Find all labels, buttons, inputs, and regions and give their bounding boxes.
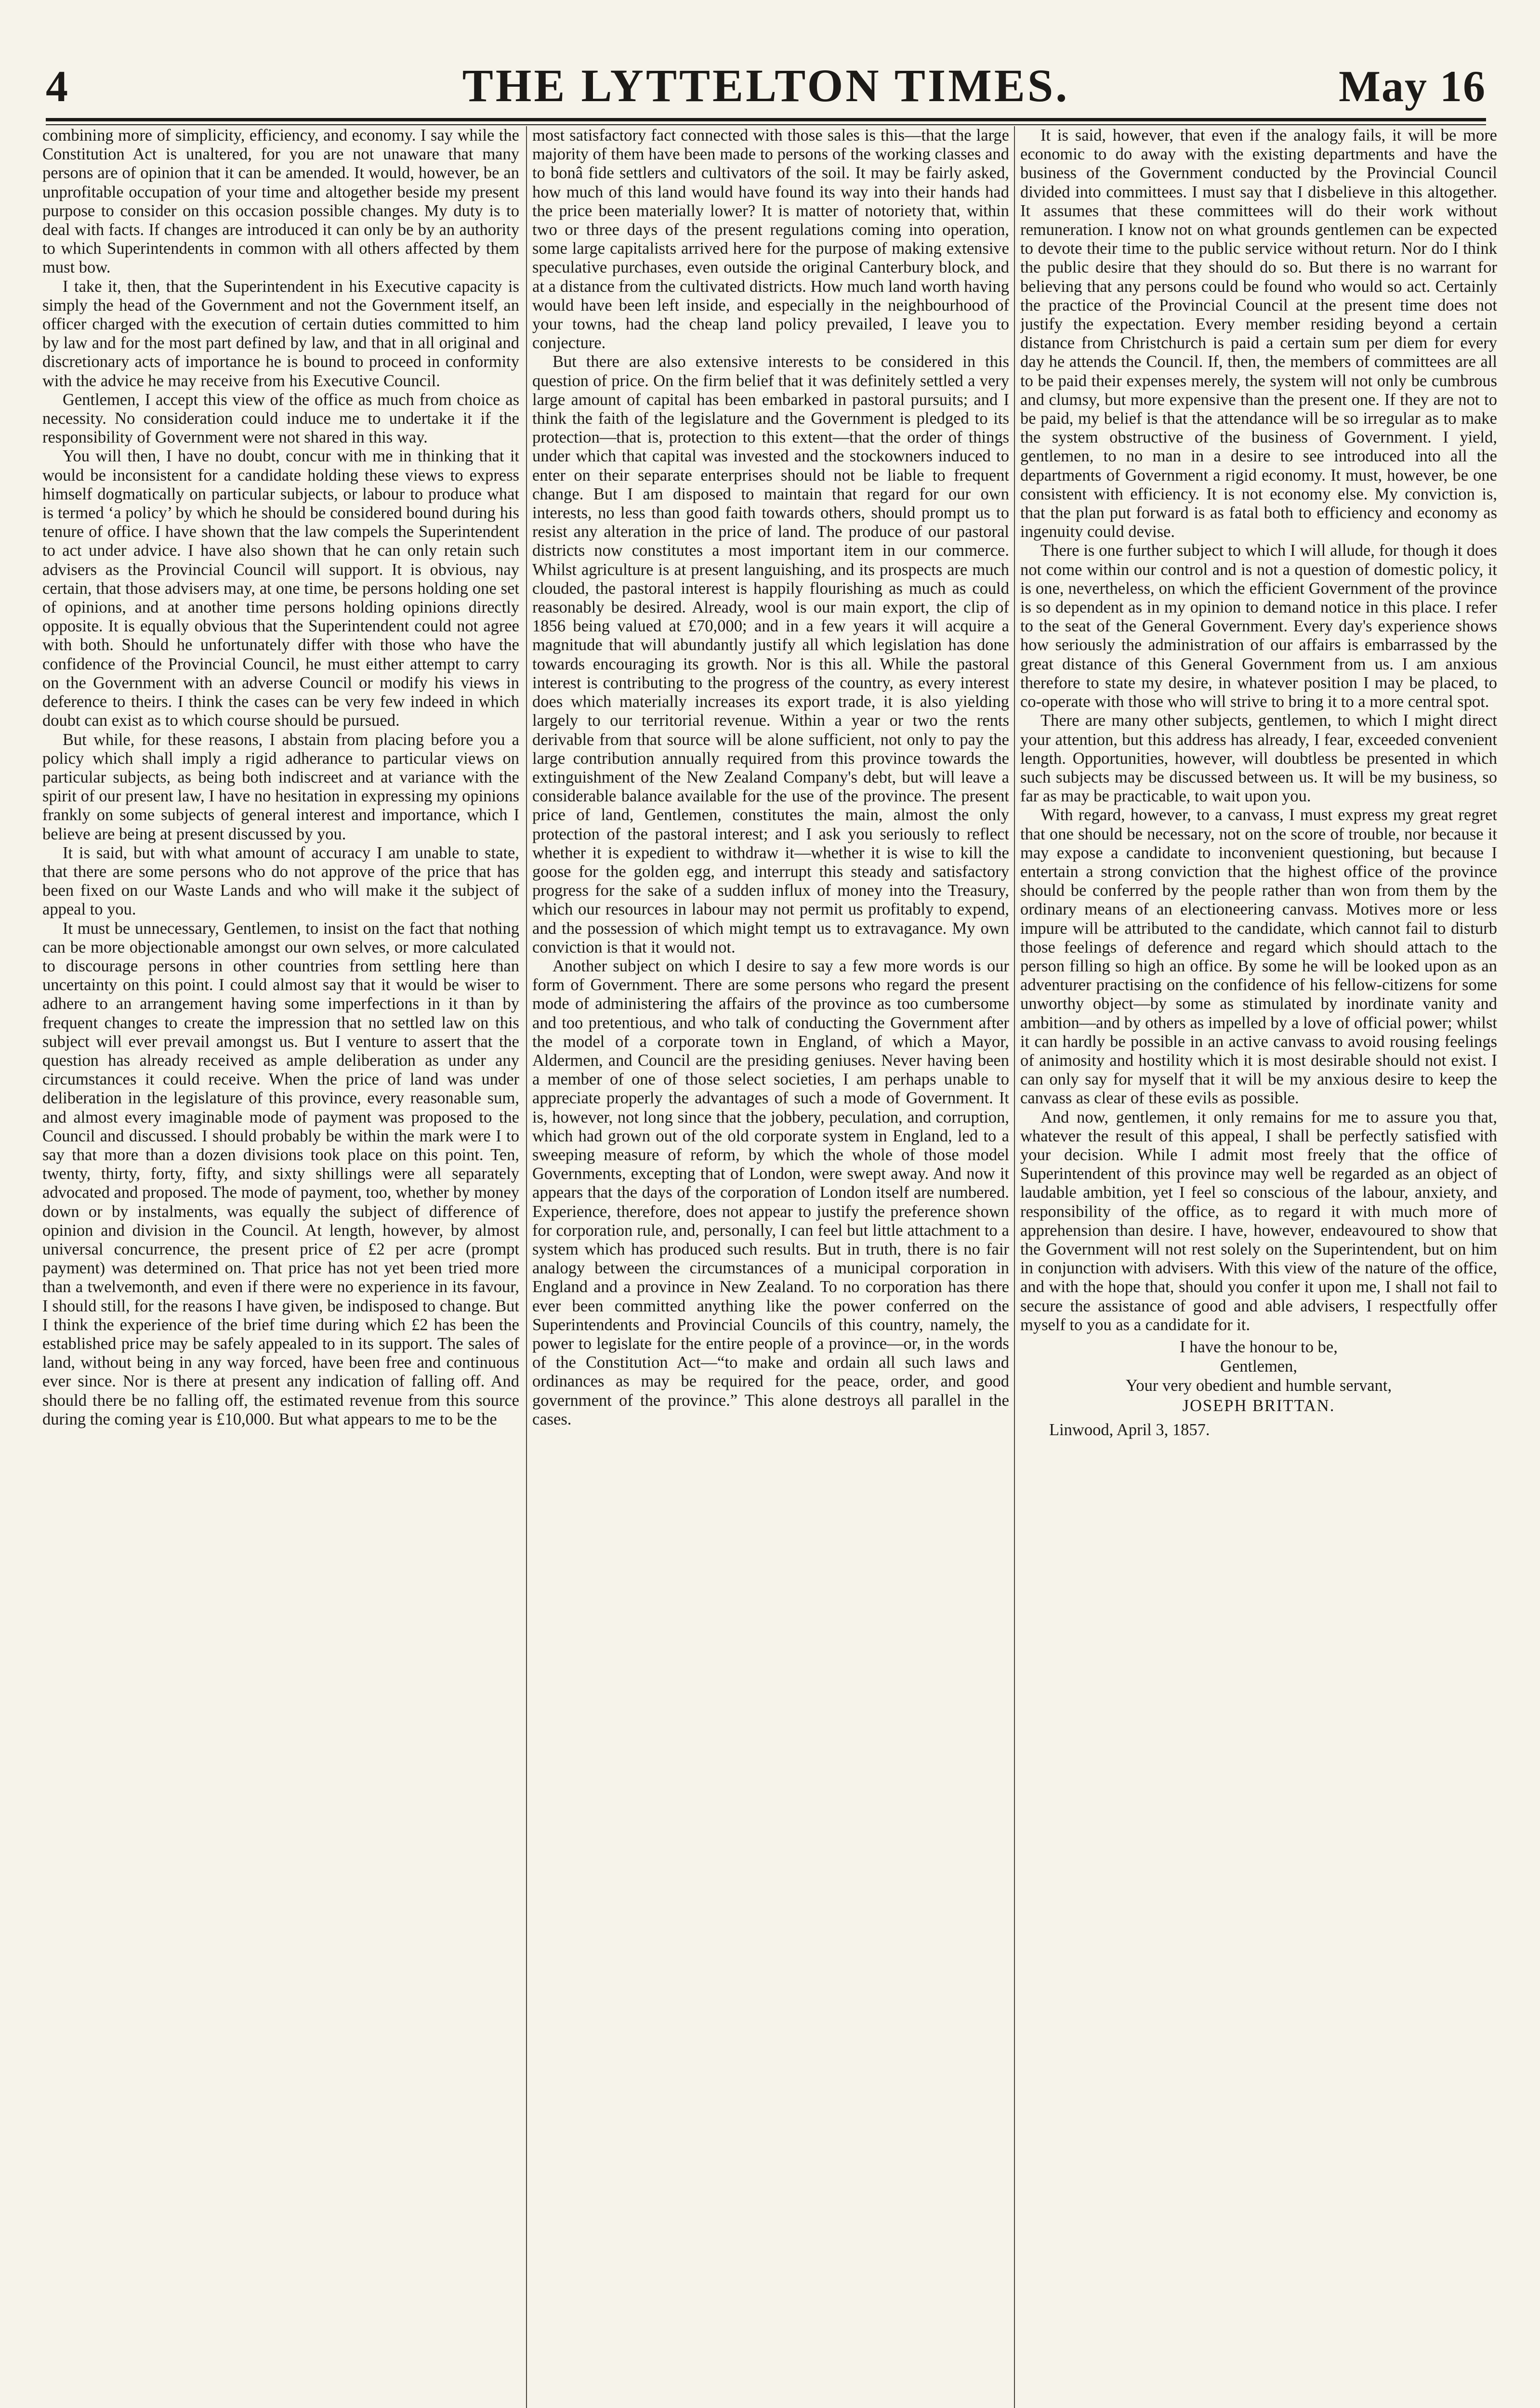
paragraph: And now, gentlemen, it only remains for me to assure you that, whatever the result of this appeal, I shall be perfectly satisfied with your decision. While I admit most freely that the office of Superintendent of this province may well be regarded as an object of laudable ambition, yet I feel so conscious of the labour, anxiety, and responsibility of the office, as to regard it with much more of apprehension than desire. I have, however, endeavoured to show that the Government will not rest solely on the Superintendent, but on him in conjunction with advisers. With this view of the nature of the office, and with the hope that, should you confer it upon me, I shall not fail to secure the assistance of good and able advisers, I respectfully offer myself to you as a candidate for it. — [1020, 1108, 1497, 1334]
masthead-rule — [46, 118, 1486, 121]
servant-line: Your very obedient and humble servant, — [1125, 1376, 1392, 1395]
paragraph: But while, for these reasons, I abstain from placing before you a policy which shall imply a rigid adherance to particular views on particular subjects, as being both indiscreet and at variance with the spirit of our present law, I have no hesitation in expressing my opinions frankly on some subjects of general interest and importance, which I believe are being at present discussed by you. — [42, 730, 519, 843]
issue-date: May 16 — [1339, 62, 1486, 111]
signature: JOSEPH BRITTAN. — [1182, 1397, 1335, 1415]
masthead-rule-thin — [46, 124, 1486, 125]
paragraph: There is one further subject to which I will allude, for though it does not come within our control and is not a question of domestic policy, it is one, nevertheless, on which the efficient Government of the province is so dependent as in my opinion to demand notice in this place. I refer to the seat of the General Government. Every day's experience shows how seriously the administration of our affairs is embarrassed by the great distance of this General Government from us. I am anxious therefore to state my desire, in whatever position I may be placed, to co-operate with those who will strive to bring it to a more central spot. — [1020, 541, 1497, 711]
salutation: Gentlemen, — [1220, 1357, 1297, 1375]
paragraph: I take it, then, that the Superintendent in his Executive capacity is simply the head of the Government and not the Government itself, an officer charged with the execution of certain duties committed to him by law and for the most part defined by law, and that in all original and discretionary acts of importance he is bound to proceed in conformity with the advice he may receive from his Executive Council. — [42, 277, 519, 390]
paragraph: It must be unnecessary, Gentlemen, to insist on the fact that nothing can be more objectionable amongst our own selves, or more calculated to discourage persons in other countries from settling here than uncertainty on this point. I could almost say that it would be wiser to adhere to an arrangement having some imperfections in it than by frequent changes to create the impression that no settled law on this subject will ever prevail amongst us. But I venture to assert that the question has already received as ample deliberation as under any circumstances it could receive. When the price of land was under deliberation in the legislature of this province, every reasonable sum, and almost every imaginable mode of payment was proposed to the Council and discussed. I should probably be within the mark were I to say that more than a dozen divisions took place on this point. Ten, twenty, thirty, forty, fifty, and sixty shillings were all separately advocated and proposed. The mode of payment, too, whether by money down or by instalments, was equally the subject of difference of opinion and division in the Council. At length, however, by almost universal concurrence, the present price of £2 per acre (prompt payment) was determined on. That price has not yet been tried more than a twelvemonth, and even if there were no experience in its favour, I should still, for the reasons I have given, be indisposed to change. But I think the experience of the brief time during which £2 has been the established price may be safely appealed to in its support. The sales of land, without being in any way forced, have been free and continuous ever since. Nor is there at present any indication of falling off. And should there be no falling off, the estimated revenue from this source during the coming year is £10,000. But what appears to me to be the — [42, 919, 519, 1428]
letter-sign-off — [1020, 1337, 1497, 1440]
paragraph: It is said, however, that even if the analogy fails, it will be more economic to do away with the existing departments and have the business of the Government conducted by the Provincial Council divided into committees. I must say that I disbelieve in this altogether. It assumes that these committees will do their work without remuneration. I know not on what grounds gentlemen can be expected to devote their time to the public service without return. Nor do I think the public desire that they should do so. But there is no warrant for believing that any persons could be found who would so act. Certainly the practice of the Provincial Council at the present time does not justify the expectation. Every member residing beyond a certain distance from Christchurch is paid a certain sum per diem for every day he attends the Council. If, then, the members of committees are all to be paid their expenses merely, the system will not only be cumbrous and clumsy, but more expensive than the present one. If they are not to be paid, my belief is that the attendance will be so irregular as to make the system obstructive of the business of Government. I yield, gentlemen, to no man in a desire to see introduced into all the departments of Government a rigid economy. It must, however, be one consistent with efficiency. It is not economy else. My conviction is, that the plan put forward is as fatal both to efficiency and economy as ingenuity could devise. — [1020, 126, 1497, 541]
paragraph: But there are also extensive interests to be considered in this question of price. On the firm belief that it was definitely settled a very large amount of capital has been embarked in pastoral pursuits; and I think the faith of the legislature and the Government is pledged to its protection—that is, protection to this extent—that the order of things under which that capital was invested and the stockowners induced to enter on their separate enterprises should not be liable to frequent change. But I am disposed to maintain that regard for our own interests, no less than good faith towards others, should prompt us to resist any alteration in the price of land. The produce of our pastoral districts now constitutes a most important item in our commerce. Whilst agriculture is at present languishing, and its prospects are much clouded, the pastoral interest is happily flourishing as much as could reasonably be desired. Already, wool is our main export, the clip of 1856 being valued at £70,000; and in a few years it will acquire a magnitude that will abundantly justify all which legislation has done towards encouraging its growth. Nor is this all. While the pastoral interest is contributing to the progress of the country, as every interest does which materially increases its export trade, it is also yielding largely to our territorial revenue. Within a year or two the rents derivable from that source will be alone sufficient, not only to pay the large contribution annually required from this province towards the extinguishment of the New Zealand Company's debt, but will leave a considerable balance available for the use of the province. The present price of land, Gentlemen, constitutes the main, almost the only protection of the pastoral interest; and I ask you seriously to reflect whether it is expedient to withdraw it—whether it is wise to kill the goose for the golden egg, and interrupt this steady and satisfactory progress for the sake of a sudden influx of money into the Treasury, which our resources in labour may not permit us profitably to expend, and the possession of which might tempt us to extravagance. My own conviction is that it would not. — [532, 353, 1009, 956]
paragraph: There are many other subjects, gentlemen, to which I might direct your attention, but this address has already, I fear, exceeded convenient length. Opportunities, however, will doubtless be presented in which such subjects may be discussed between us. It will be my business, so far as may be practicable, to wait upon you. — [1020, 711, 1497, 806]
column-1 — [42, 126, 519, 2408]
paragraph: most satisfactory fact connected with those sales is this—that the large majority of them have been made to persons of the working classes and to bonâ fide settlers and cultivators of the soil. It may be fairly asked, how much of this land would have found its way into their hands had the price been materially lower? It is matter of notoriety that, within two or three days of the present regulations coming into operation, some large capitalists arrived here for the purpose of making extensive speculative purchases, even outside the original Canterbury block, and at a distance from the cultivated districts. How much land worth having would have been left inside, and especially in the neighbourhood of your towns, had the cheap land policy prevailed, I leave you to conjecture. — [532, 126, 1009, 353]
masthead — [46, 57, 1486, 119]
column-3 — [1020, 126, 1497, 2408]
paragraph: You will then, I have no doubt, concur with me in thinking that it would be inconsistent for a candidate holding these views to express himself dogmatically on particular subjects, or labour to produce what is termed ‘a policy’ by which he should be considered bound during his tenure of office. I have shown that the law compels the Superintendent to act under advice. I have also shown that he can only retain such advisers as the Provincial Council will support. It is obvious, nay certain, that those advisers may, at one time, be persons holding one set of opinions, and at another time persons holding opinions directly opposite. It is equally obvious that the Superintendent could not agree with both. Should he unfortunately differ with those who have the confidence of the Provincial Council, he must either attempt to carry on the Government with an adverse Council or modify his views in deference to theirs. I think the cases can be very few indeed in which doubt can exist as to which course should be pursued. — [42, 447, 519, 730]
dateline: Linwood, April 3, 1857. — [1049, 1421, 1210, 1439]
column-divider — [526, 126, 527, 2408]
paragraph: combining more of simplicity, efficiency, and economy. I say while the Constitution Act is unaltered, for you are not unaware that many persons are of opinion that it can be amended. It would, however, be an unprofitable occupation of your time and altogether beside my present purpose to consider on this occasion possible changes. My duty is to deal with facts. If changes are introduced it can only be by an authority to which Superintendents in common with all others affected by them must bow. — [42, 126, 519, 277]
newspaper-title: THE LYTTELTON TIMES. — [462, 60, 1070, 111]
column-divider — [1014, 126, 1015, 2408]
column-2 — [532, 126, 1009, 2408]
closing-line: I have the honour to be, — [1180, 1338, 1338, 1356]
paragraph: It is said, but with what amount of accuracy I am unable to state, that there are some persons who do not approve of the price that has been fixed on our Waste Lands and who will make it the subject of appeal to you. — [42, 843, 519, 919]
page-number: 4 — [46, 62, 68, 111]
paragraph: With regard, however, to a canvass, I must express my great regret that one should be necessary, not on the score of trouble, nor because it may expose a candidate to inconvenient questioning, but because I entertain a strong conviction that the highest office of the province should be conferred by the people rather than won from them by the ordinary means of an electioneering canvass. Motives more or less impure will be attributed to the candidate, which cannot fail to disturb those feelings of deference and regard which should attach to the person filling so high an office. By some he will be looked upon as an adventurer practising on the confidence of his fellow-citizens for some unworthy object—by some as stimulated by inordinate vanity and ambition—and by others as impelled by a love of official power; whilst it can hardly be possible in an active canvass to avoid rousing feelings of animosity and hostility which it is most desirable should not exist. I can only say for myself that it will be my anxious desire to keep the canvass as clear of these evils as possible. — [1020, 806, 1497, 1108]
paragraph: Gentlemen, I accept this view of the office as much from choice as necessity. No consideration could induce me to undertake it if the responsibility of Government were not shared in this way. — [42, 390, 519, 447]
paragraph: Another subject on which I desire to say a few more words is our form of Government. There are some persons who regard the present mode of administering the affairs of the province as too cumbersome and too pretentious, and who talk of conducting the Government after the model of a corporate town in England, of which a Mayor, Aldermen, and Council are the presiding geniuses. Never having been a member of one of those select societies, I am perhaps unable to appreciate properly the advantages of such a mode of Government. It is, however, not long since that the jobbery, peculation, and corruption, which had grown out of the old corporate system in England, led to a sweeping measure of reform, by which the whole of those model Governments, excepting that of London, were swept away. And now it appears that the days of the corporation of London itself are numbered. Experience, therefore, does not appear to justify the preference shown for corporation rule, and, personally, I can feel but little attachment to a system which has produced such results. But in truth, there is no fair analogy between the circumstances of a municipal corporation in England and a province in New Zealand. To no corporation has there ever been committed anything like the power conferred on the Superintendents and Provincial Councils of this country, namely, the power to legislate for the entire people of a province—or, in the words of the Constitution Act—“to make and ordain all such laws and ordinances as may be required for the peace, order, and good government of the province.” This alone destroys all parallel in the cases. — [532, 956, 1009, 1428]
